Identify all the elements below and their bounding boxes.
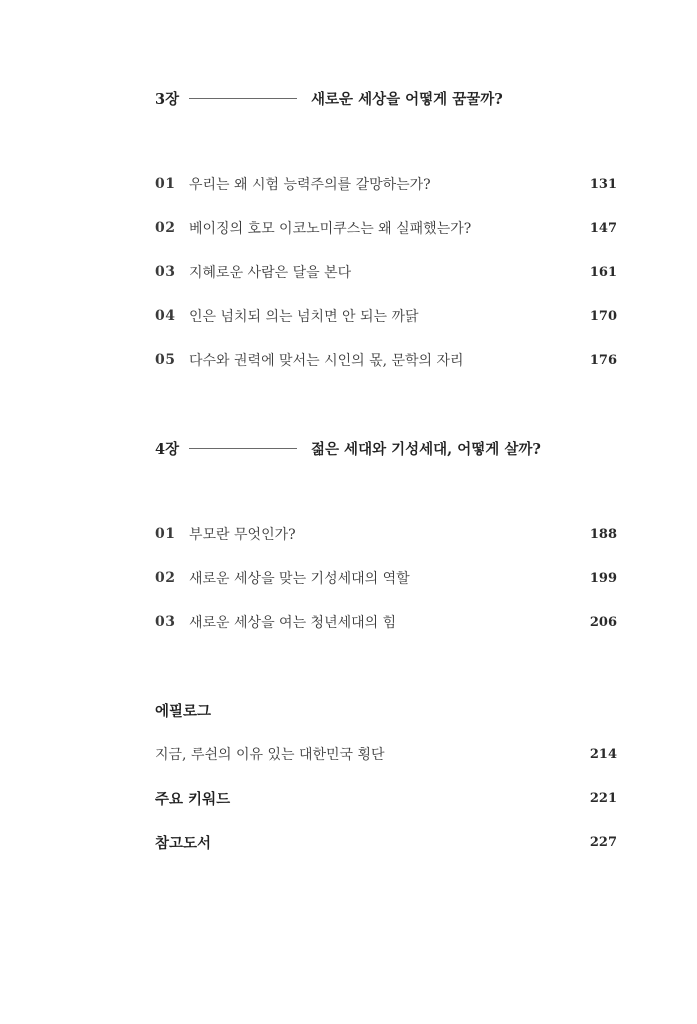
entry-title: 다수와 권력에 맞서는 시인의 몫, 문학의 자리 [189,353,464,369]
chapter-3-heading [155,86,617,110]
entry-page-number: 214 [589,746,617,762]
entry-title: 인은 넘치되 의는 넘치면 안 되는 까닭 [189,309,419,325]
entry-number: 01 [155,526,176,542]
toc-entry[interactable] [155,522,617,546]
toc-entry[interactable] [155,216,617,240]
entry-title: 새로운 세상을 여는 청년세대의 힘 [189,615,397,631]
entry-page-number: 206 [589,614,617,630]
chapter-label: 4장 [155,440,180,458]
toc-entry[interactable] [155,260,617,284]
entry-page-number: 221 [589,790,617,806]
toc-entry[interactable] [155,348,617,372]
entry-page-number: 227 [589,834,617,850]
toc-entry[interactable] [155,566,617,590]
entry-title: 지금, 루쉰의 이유 있는 대한민국 횡단 [155,747,385,763]
entry-title: 주요 키워드 [155,790,231,808]
entry-page-number: 147 [589,220,617,236]
toc-entry-epilogue[interactable] [155,742,617,766]
toc-entry[interactable] [155,172,617,196]
entry-title: 우리는 왜 시험 능력주의를 갈망하는가? [189,177,431,193]
entry-page-number: 188 [589,526,617,542]
epilogue-heading [155,698,617,722]
chapter-4-heading [155,436,617,460]
entry-number: 05 [155,352,176,368]
entry-number: 01 [155,176,176,192]
toc-entry-keywords[interactable] [155,786,617,810]
entry-title: 지혜로운 사람은 달을 본다 [189,265,352,281]
epilogue-heading-text: 에필로그 [155,702,212,720]
entry-page-number: 161 [589,264,617,280]
entry-number: 02 [155,220,176,236]
entry-page-number: 199 [589,570,617,586]
entry-title: 참고도서 [155,834,212,852]
entry-title: 부모란 무엇인가? [189,527,296,543]
entry-number: 02 [155,570,176,586]
entry-number: 04 [155,308,176,324]
entry-title: 베이징의 호모 이코노미쿠스는 왜 실패했는가? [189,221,472,237]
chapter-title: 젊은 세대와 기성세대, 어떻게 살까? [311,440,541,458]
toc-entry[interactable] [155,610,617,634]
chapter-label: 3장 [155,90,180,108]
toc-entry-references[interactable] [155,830,617,854]
entry-page-number: 131 [589,176,617,192]
chapter-title: 새로운 세상을 어떻게 꿈꿀까? [311,90,503,108]
entry-page-number: 176 [589,352,617,368]
entry-page-number: 170 [589,308,617,324]
entry-number: 03 [155,614,176,630]
toc-entry[interactable] [155,304,617,328]
entry-number: 03 [155,264,176,280]
chapter-divider-line [189,448,297,449]
entry-title: 새로운 세상을 맞는 기성세대의 역할 [189,571,410,587]
chapter-divider-line [189,98,297,99]
